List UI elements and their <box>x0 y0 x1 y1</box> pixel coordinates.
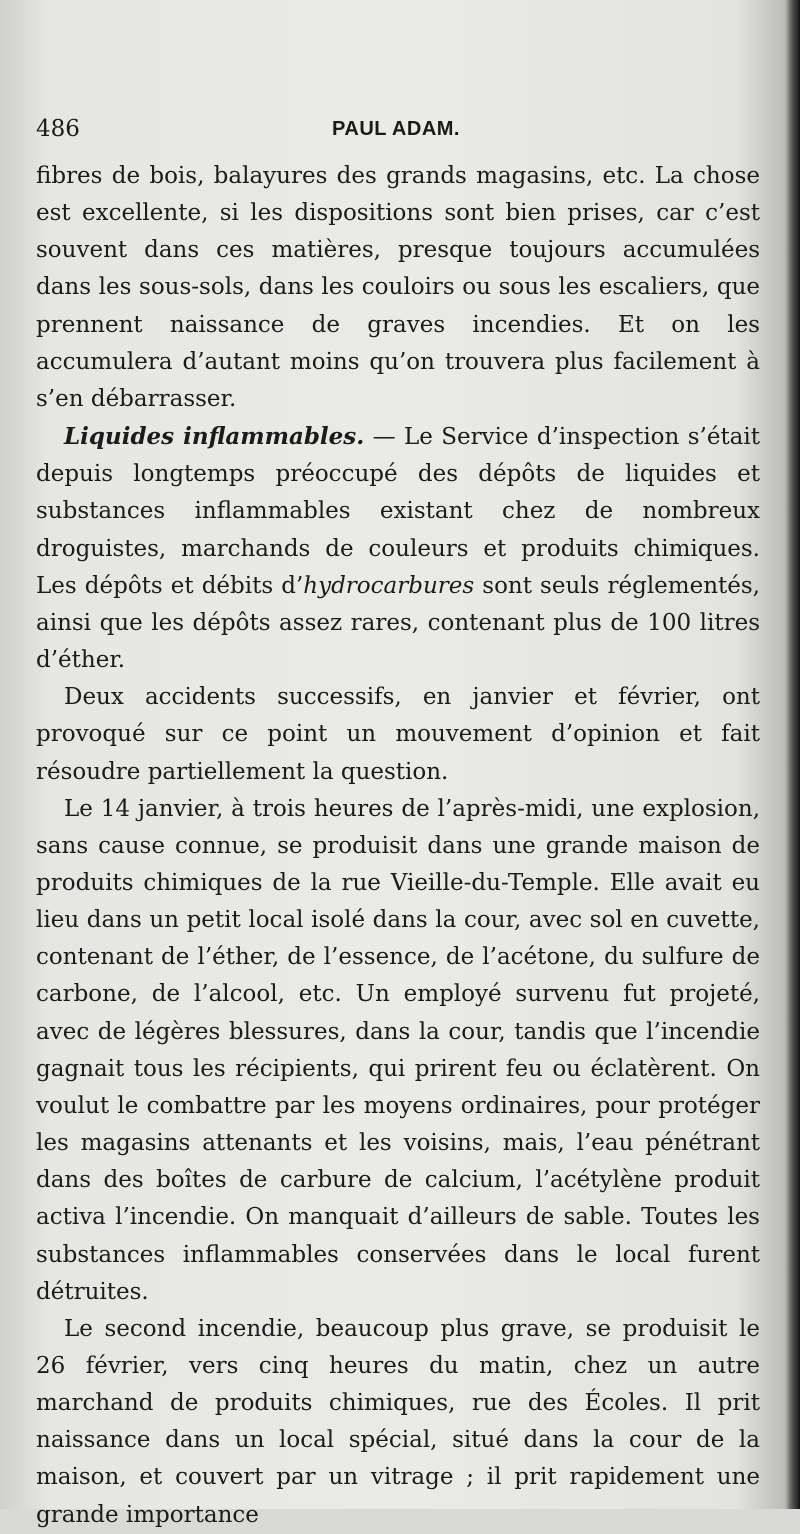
paragraph-text: sont seuls réglementés, ainsi que les dépôts assez rares, contenant plus de 100 litres d’éther. <box>36 572 760 674</box>
paragraph <box>36 1311 760 1534</box>
running-head: PAUL ADAM. <box>332 118 460 140</box>
paragraph-text: Le second incendie, beaucoup plus grave, se produisit le 26 février, vers cinq heures du matin, chez un autre marchand de produits chimiques, rue des Écoles. Il prit naissance dans un local spécial, situé dans la cour de la maison, et couvert par un vitrage ; il prit rapidement une grande importance <box>36 1315 760 1528</box>
page-edge-shadow <box>786 0 800 1509</box>
section-heading: Liquides inflammables. <box>64 423 365 451</box>
page-number: 486 <box>36 116 80 142</box>
body-text <box>36 158 760 1534</box>
paragraph <box>36 418 760 679</box>
paragraph <box>36 158 760 418</box>
paragraph <box>36 679 760 790</box>
paragraph <box>36 791 760 1311</box>
paragraph-text: fibres de bois, balayures des grands magasins, etc. La chose est excellente, si les dispositions sont bien prises, car c’est souvent dans ces matières, presque toujours accumulées dans les sous-sols, dans les couloirs ou sous les escaliers, que prennent naissance de graves incendies. Et on les accumulera d’autant moins qu’on trouvera plus facilement à s’en débarrasser. <box>36 163 760 412</box>
page-header <box>36 116 756 146</box>
paragraph-text: — Le Service d’inspection s’était depuis longtemps préoccupé des dépôts de liquides et substances inflammables existant chez de nombreux droguistes, marchands de couleurs et produits chimiques. Les dépôts et débits d’ <box>36 424 760 599</box>
italic-term: hydrocarbures <box>303 572 475 599</box>
paragraph-text: Deux accidents successifs, en janvier et février, ont provoqué sur ce point un mouvement d’opinion et fait résoudre partiellement la question. <box>36 684 760 785</box>
paragraph-text: Le 14 janvier, à trois heures de l’après-midi, une explosion, sans cause connue, se produisit dans une grande maison de produits chimiques de la rue Vieille-du-Temple. Elle avait eu lieu dans un petit local isolé dans la cour, avec sol en cuvette, contenant de l’éther, de l’essence, de l’acétone, du sulfure de carbone, de l’alcool, etc. Un employé survenu fut projeté, avec de légères blessures, dans la cour, tandis que l’incendie gagnait tous les récipients, qui prirent feu ou éclatèrent. On voulut le combattre par les moyens ordinaires, pour protéger les magasins attenants et les voisins, mais, l’eau pénétrant dans des boîtes de carbure de calcium, l’acétylène produit activa l’incendie. On manquait d’ailleurs de sable. Toutes les substances inflammables conservées dans le local furent détruites. <box>36 795 760 1305</box>
